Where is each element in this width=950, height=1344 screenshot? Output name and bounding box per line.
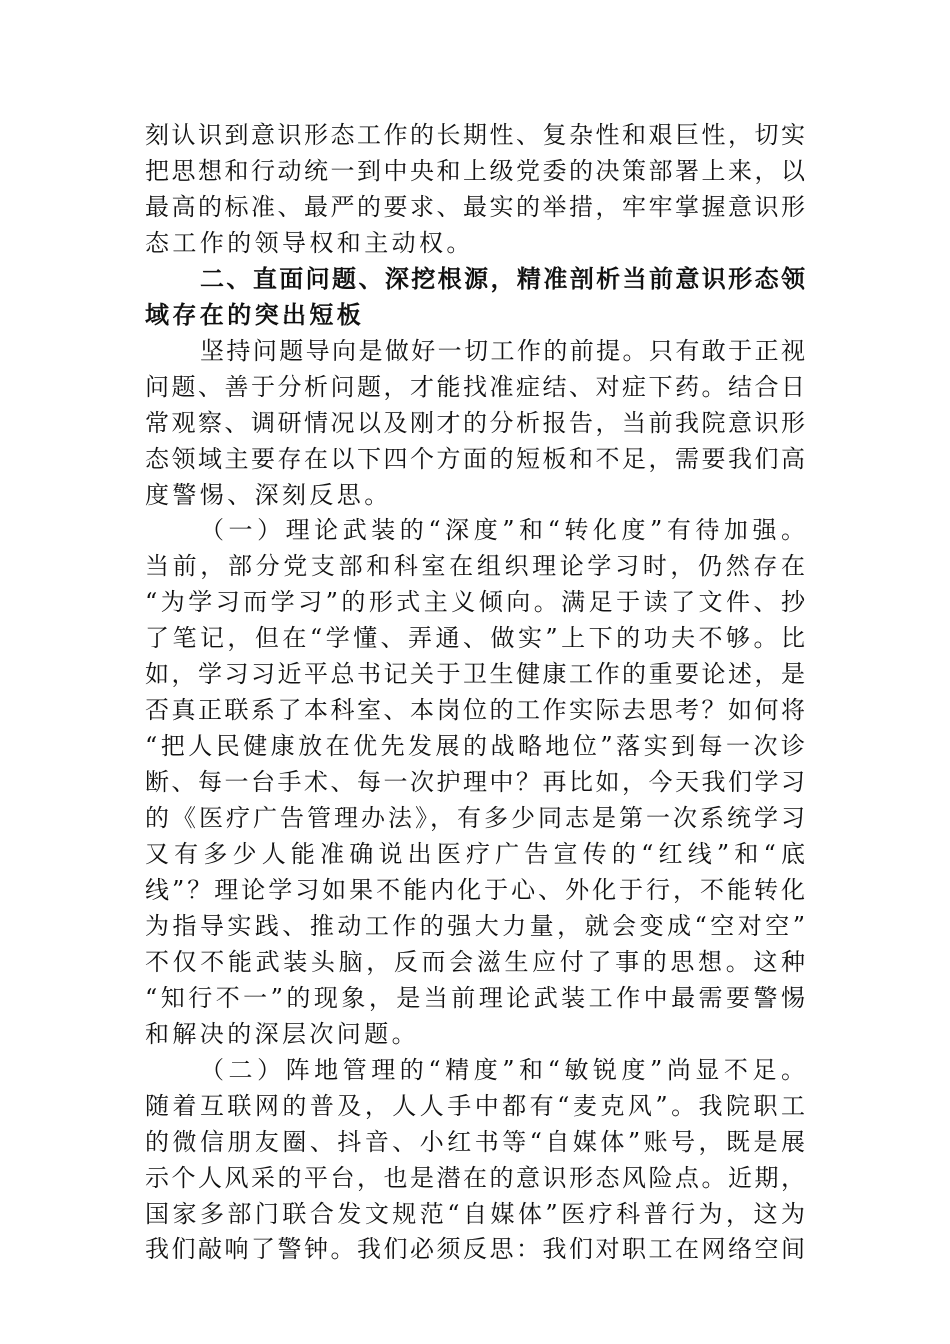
paragraph-line: 常观察、调研情况以及刚才的分析报告，当前我院意识形: [145, 408, 805, 437]
paragraph-line: （一）理论武装的“深度”和“转化度”有待加强。: [200, 516, 805, 545]
paragraph-line: 态工作的领导权和主动权。: [145, 228, 474, 257]
section-heading-line: 二、直面问题、深挖根源，精准剖析当前意识形态领: [200, 264, 805, 293]
paragraph-line: 随着互联网的普及，人人手中都有“麦克风”。我院职工: [145, 1091, 805, 1120]
paragraph-line: 了笔记，但在“学懂、弄通、做实”上下的功夫不够。比: [145, 624, 805, 653]
paragraph-line: 坚持问题导向是做好一切工作的前提。只有敢于正视: [200, 336, 805, 365]
paragraph-line: （二）阵地管理的“精度”和“敏锐度”尚显不足。: [200, 1055, 805, 1084]
paragraph-line: 最高的标准、最严的要求、最实的举措，牢牢掌握意识形: [145, 192, 805, 221]
paragraph-line: 否真正联系了本科室、本岗位的工作实际去思考？如何将: [145, 696, 805, 725]
paragraph-line: “知行不一”的现象，是当前理论武装工作中最需要警惕: [145, 983, 805, 1012]
paragraph-line: 线”？理论学习如果不能内化于心、外化于行，不能转化: [145, 875, 805, 904]
paragraph-line: 为指导实践、推动工作的强大力量，就会变成“空对空”: [145, 911, 805, 940]
paragraph-line: 当前，部分党支部和科室在组织理论学习时，仍然存在: [145, 552, 805, 581]
paragraph-line: 我们敲响了警钟。我们必须反思：我们对职工在网络空间: [145, 1235, 805, 1264]
paragraph-line: “为学习而学习”的形式主义倾向。满足于读了文件、抄: [145, 588, 805, 617]
paragraph-line: 刻认识到意识形态工作的长期性、复杂性和艰巨性，切实: [145, 121, 805, 149]
section-heading-line: 域存在的突出短板: [145, 300, 365, 329]
paragraph-line: 示个人风采的平台，也是潜在的意识形态风险点。近期，: [145, 1163, 805, 1192]
paragraph-line: 和解决的深层次问题。: [145, 1019, 419, 1048]
paragraph-line: 问题、善于分析问题，才能找准症结、对症下药。结合日: [145, 372, 805, 401]
paragraph-line: “把人民健康放在优先发展的战略地位”落实到每一次诊: [145, 732, 805, 761]
paragraph-line: 如，学习习近平总书记关于卫生健康工作的重要论述，是: [145, 660, 805, 689]
paragraph-line: 的微信朋友圈、抖音、小红书等“自媒体”账号，既是展: [145, 1127, 805, 1156]
paragraph-line: 态领域主要存在以下四个方面的短板和不足，需要我们高: [145, 444, 805, 473]
paragraph-line: 国家多部门联合发文规范“自媒体”医疗科普行为，这为: [145, 1199, 805, 1228]
paragraph-line: 的《医疗广告管理办法》，有多少同志是第一次系统学习: [145, 804, 805, 833]
paragraph-line: 把思想和行动统一到中央和上级党委的决策部署上来，以: [145, 156, 805, 185]
paragraph-line: 不仅不能武装头脑，反而会滋生应付了事的思想。这种: [145, 947, 805, 976]
paragraph-line: 断、每一台手术、每一次护理中？再比如，今天我们学习: [145, 768, 805, 797]
paragraph-line: 又有多少人能准确说出医疗广告宣传的“红线”和“底: [145, 840, 805, 868]
paragraph-line: 度警惕、深刻反思。: [145, 480, 392, 509]
